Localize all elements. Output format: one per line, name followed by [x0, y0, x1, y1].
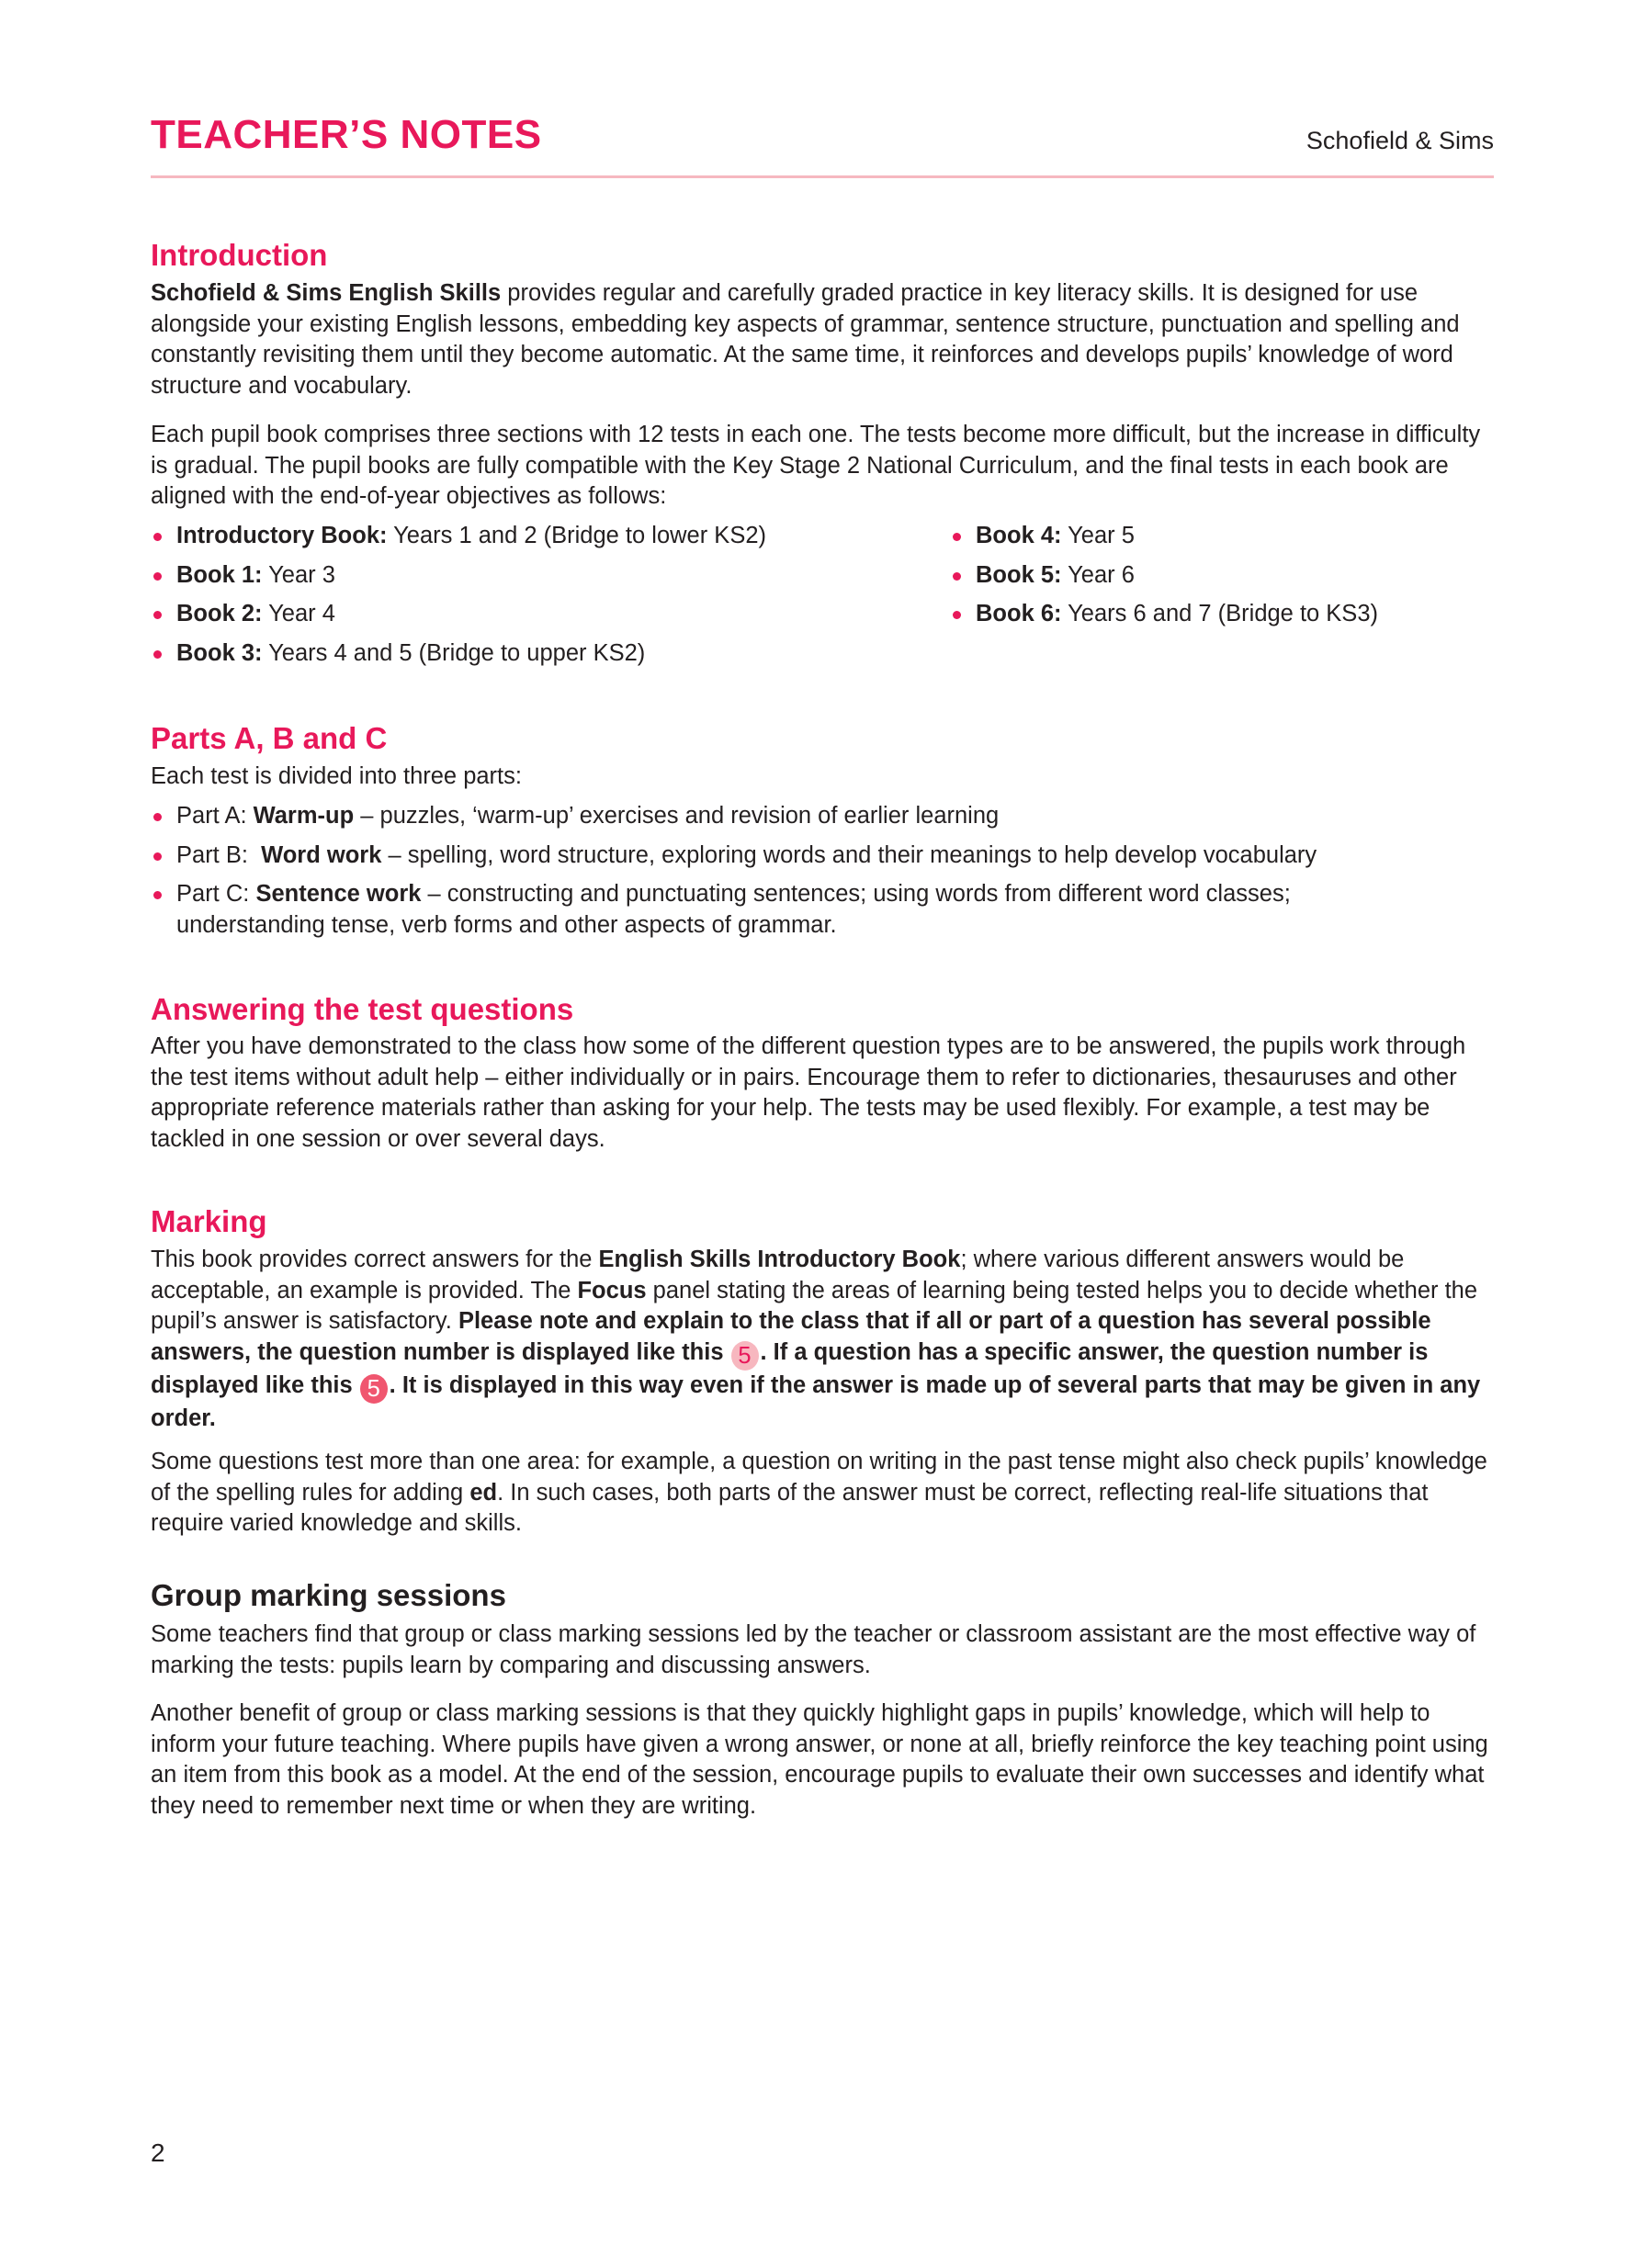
page-number: 2: [151, 2138, 165, 2167]
intro-heading: Introduction: [151, 238, 328, 272]
note-text: . It is displayed in this way even if the answer is made up of several parts that may be given in any order.: [151, 1372, 1481, 1432]
book-name: Book 2:: [176, 601, 263, 627]
parts-lead: Each test is divided into three parts:: [151, 763, 522, 789]
header-divider: [151, 175, 1494, 178]
page-title: TEACHER’S NOTES: [151, 112, 542, 157]
list-item: [950, 521, 1492, 552]
text: Some questions test more than one area: for example, a question on writing in the past tense might also check pupils’ knowledge of the spelling rules for adding: [151, 1449, 1487, 1506]
group-paragraph-2: Another benefit of group or class marking sessions is that they quickly highlight gaps in pupils’ knowledge, which will help to inform your future teaching. Where pupils have given a wrong answer, or none at all, briefly reinforce the key teaching point using an item from this book as a model. At the end of the session, encourage pupils to evaluate their own successes and identify what they need to remember next time or when they are writing.: [151, 1700, 1488, 1820]
book-name: Book 3:: [176, 640, 263, 667]
part-desc: – puzzles, ‘warm-up’ exercises and revision of earlier learning: [354, 803, 1000, 829]
question-number-badge-solid: 5: [360, 1374, 388, 1404]
list-item: [151, 879, 1437, 941]
group-paragraph-1: Some teachers find that group or class marking sessions led by the teacher or classroom assistant are the most effective way of marking the tests: pupils learn by comparing and discussing answers.: [151, 1621, 1476, 1678]
focus-label: Focus: [577, 1277, 647, 1303]
answering-heading: Answering the test questions: [151, 992, 574, 1026]
book-list-left: [151, 521, 904, 678]
book-name: Book 1:: [176, 561, 263, 588]
text: ; where various different answers would be acceptable, an example is provided. The: [151, 1247, 1405, 1303]
book-year: Years 4 and 5 (Bridge to upper KS2): [262, 640, 646, 667]
marking-paragraph-1: [151, 1245, 1494, 1435]
list-item: [151, 560, 904, 592]
list-item: [151, 801, 1437, 832]
product-name: Schofield & Sims English Skills: [151, 280, 502, 306]
list-item: [151, 521, 904, 552]
list-item: [151, 841, 1437, 872]
book-name: Introductory Book:: [176, 523, 388, 548]
publisher-name: Schofield & Sims: [1306, 127, 1494, 154]
note-text: Please note and explain to the class that if all or part of a question has several possible answers, the question number is displayed like this: [151, 1308, 1431, 1366]
intro-text: provides regular and carefully graded practice in key literacy skills. It is designed for use alongside your existing English lessons, embedding key aspects of grammar, sentence structure, punctuation and spelling and constantly revisiting them until they become automatic. At the same time, it reinforces and develops pupils’ knowledge of word structure and vocabulary.: [151, 280, 1460, 400]
part-desc: – spelling, word structure, exploring words and their meanings to help develop vocabulary: [381, 841, 1317, 868]
book-title: English Skills Introductory Book: [598, 1247, 961, 1272]
book-year: Year 5: [1061, 523, 1135, 548]
list-item: [151, 599, 904, 630]
suffix-ed: ed: [469, 1479, 498, 1506]
book-name: Book 5:: [976, 561, 1062, 588]
part-name: Warm-up: [253, 803, 355, 829]
book-year: Year 4: [262, 601, 335, 627]
group-heading: Group marking sessions: [151, 1578, 506, 1612]
book-year: Year 3: [262, 561, 335, 588]
book-name: Book 4:: [976, 523, 1062, 548]
part-name: Word work: [261, 841, 382, 868]
book-list-right: [950, 521, 1492, 638]
text: panel stating the areas of learning being tested helps you to decide whether the pupil’s answer is satisfactory.: [151, 1277, 1478, 1335]
book-year: Years 6 and 7 (Bridge to KS3): [1061, 601, 1378, 627]
parts-heading: Parts A, B and C: [151, 721, 388, 755]
answering-paragraph: After you have demonstrated to the class how some of the different question types are to be answered, the pupils work through the test items without adult help – either individually or in pairs. Encourage them to refer to dictionaries, thesauruses and other appropriate reference materials rather than asking for your help. The tests may be used flexibly. For example, a test may be tackled in one session or over several days.: [151, 1033, 1466, 1153]
book-year: Year 6: [1061, 561, 1135, 588]
part-name: Sentence work: [255, 881, 422, 908]
marking-heading: Marking: [151, 1204, 267, 1238]
marking-paragraph-2: [151, 1447, 1494, 1540]
question-number-badge-open: 5: [731, 1341, 759, 1371]
list-item: [950, 599, 1492, 630]
text: This book provides correct answers for the: [151, 1247, 599, 1272]
list-item: [151, 638, 904, 670]
part-prefix: Part C:: [176, 881, 256, 908]
book-year: Years 1 and 2 (Bridge to lower KS2): [387, 523, 766, 548]
part-prefix: Part A:: [176, 803, 254, 829]
intro-paragraph-1: [151, 278, 1494, 402]
parts-list: [151, 801, 1437, 950]
part-desc: – constructing and punctuating sentences; using words from different word classes; understanding tense, verb forms and other aspects of grammar.: [176, 881, 1291, 939]
book-name: Book 6:: [976, 601, 1062, 627]
part-prefix: Part B:: [176, 841, 262, 868]
text: . In such cases, both parts of the answer must be correct, reflecting real-life situations that require varied knowledge and skills.: [151, 1479, 1429, 1537]
list-item: [950, 560, 1492, 592]
note-text: . If a question has a specific answer, the question number is displayed like this: [151, 1339, 1429, 1399]
intro-paragraph-2: Each pupil book comprises three sections with 12 tests in each one. The tests become more difficult, but the increase in difficulty is gradual. The pupil books are fully compatible with the Key Stage 2 National Curriculum, and the final tests in each book are aligned with the end-of-year objectives as follows:: [151, 422, 1481, 510]
